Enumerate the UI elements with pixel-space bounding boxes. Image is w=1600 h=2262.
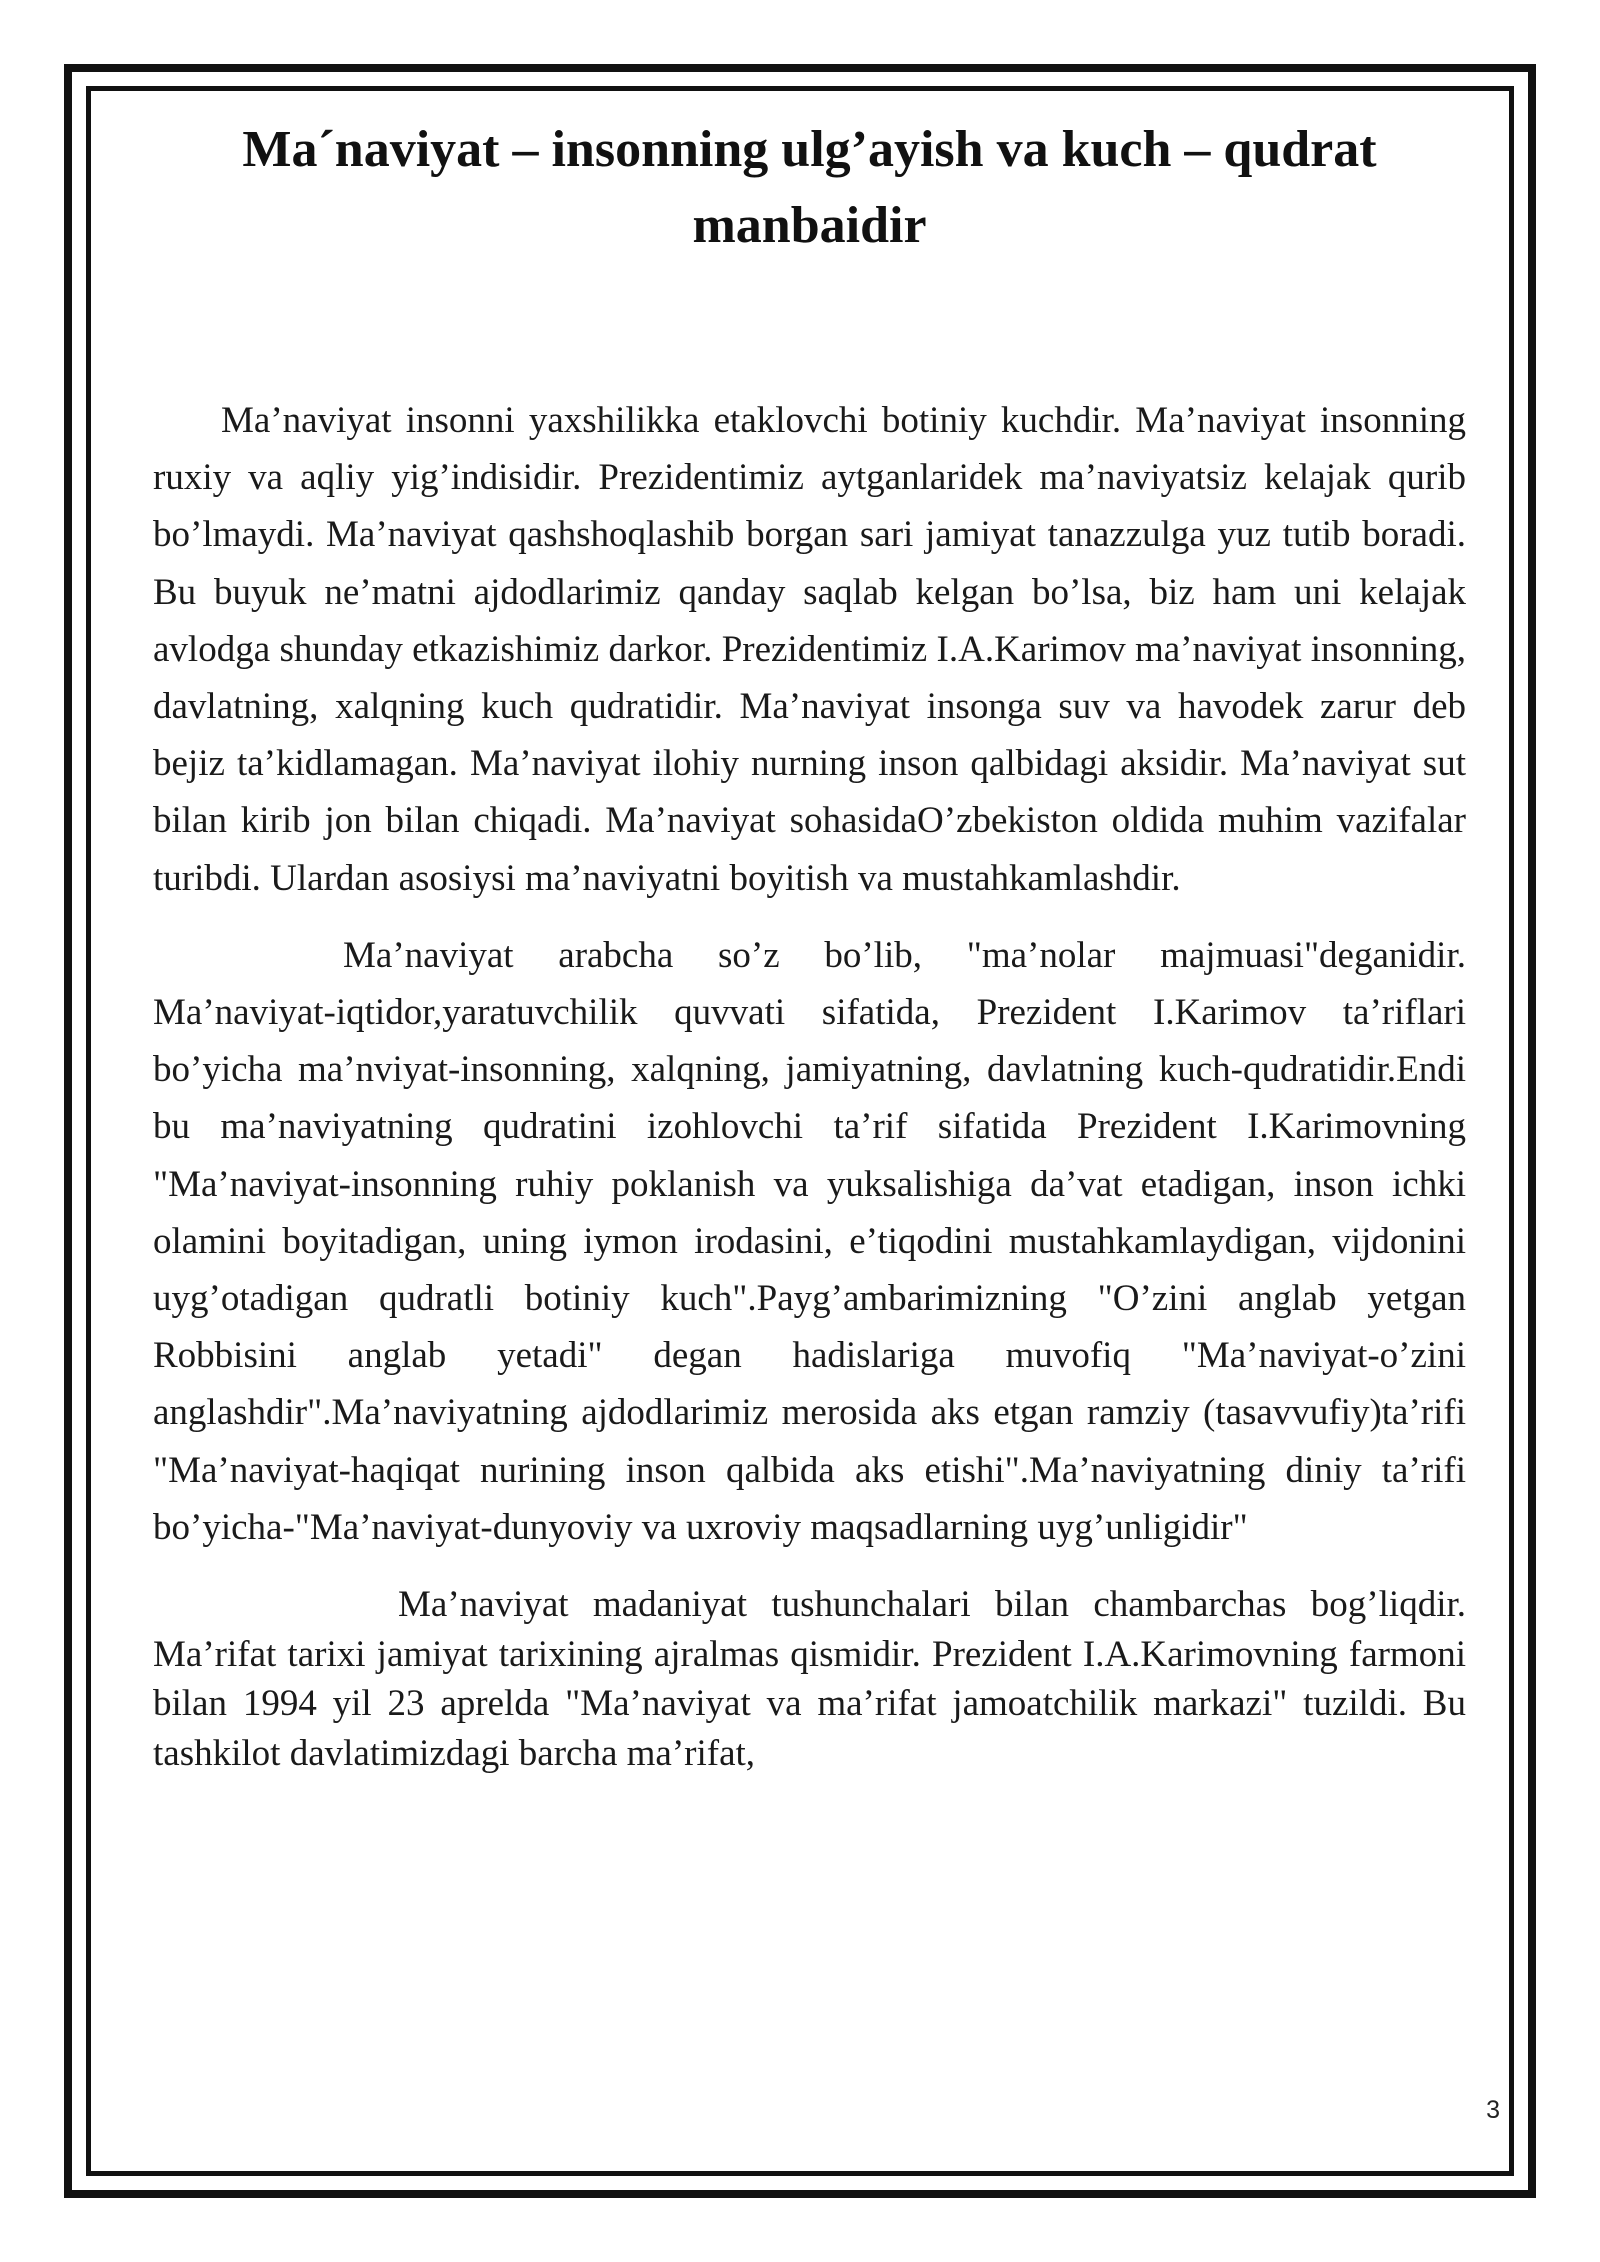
paragraph-3: Ma’naviyat madaniyat tushunchalari bilan chambarchas bog’liqdir. Ma’rifat tarixi jamiyat tarixining ajralmas qismidir. Prezident I.A.Karimovning farmoni bilan 1994 yil 23 aprelda "Ma’naviyat va ma’rifat jamoatchilik markazi" tuzildi. Bu tashkilot davlatimizdagi barcha ma’rifat, (153, 1584, 1466, 1774)
page-number: 3 (1486, 2096, 1500, 2124)
page-title: Ma´naviyat – insonning ulg’ayish va kuch – qudrat manbaidir (242, 121, 1377, 254)
paragraph-1: Ma’naviyat insonni yaxshilikka etaklovchi botiniy kuchdir. Ma’naviyat insonning ruxiy va aqliy yig’indisidir. Prezidentimiz aytganlaridek ma’naviyatsiz kelajak qurib bo’lmaydi. Ma’naviyat qashshoqlashib borgan sari jamiyat tanazzulga yuz tutib boradi. Bu buyuk ne’matni ajdodlarimiz qanday saqlab kelgan bo’lsa, biz ham uni kelajak avlodga shunday etkazishimiz darkor. Prezidentimiz I.A.Karimov ma’naviyat insonning, davlatning, xalqning kuch qudratidir. Ma’naviyat insonga suv va havodek zarur deb bejiz ta’kidlamagan. Ma’naviyat ilohiy nurning inson qalbidagi aksidir. Ma’naviyat sut bilan kirib jon bilan chiqadi. Ma’naviyat sohasidaO’zbekiston oldida muhim vazifalar turibdi. Ulardan asosiysi ma’naviyatni boyitish va mustahkamlashdir. (153, 400, 1466, 899)
paragraph-2: Ma’naviyat arabcha so’z bo’lib, "ma’nolar majmuasi"deganidir. Ma’naviyat-iqtidor,yaratuvchilik quvvati sifatida, Prezident I.Karimov ta’riflari bo’yicha ma’nviyat-insonning, xalqning, jamiyatning, davlatning kuch-qudratidir.Endi bu ma’naviyatning qudratini izohlovchi ta’rif sifatida Prezident I.Karimovning "Ma’naviyat-insonning ruhiy poklanish va yuksalishiga da’vat etadigan, inson ichki olamini boyitadigan, uning iymon irodasini, e’tiqodini mustahkamlaydigan, vijdonini uyg’otadigan qudratli botiniy kuch".Payg’ambarimizning "O’zini anglab yetgan Robbisini anglab yetadi" degan hadislariga muvofiq "Ma’naviyat-o’zini anglashdir".Ma’naviyatning ajdodlarimiz merosida aks etgan ramziy (tasavvufiy)ta’rifi "Ma’naviyat-haqiqat nurining inson qalbida aks etishi".Ma’naviyatning diniy ta’rifi bo’yicha-"Ma’naviyat-dunyoviy va uxroviy maqsadlarning uyg’unligidir" (153, 934, 1466, 1548)
page-content (153, 112, 1466, 1778)
document-body (153, 392, 1466, 1778)
